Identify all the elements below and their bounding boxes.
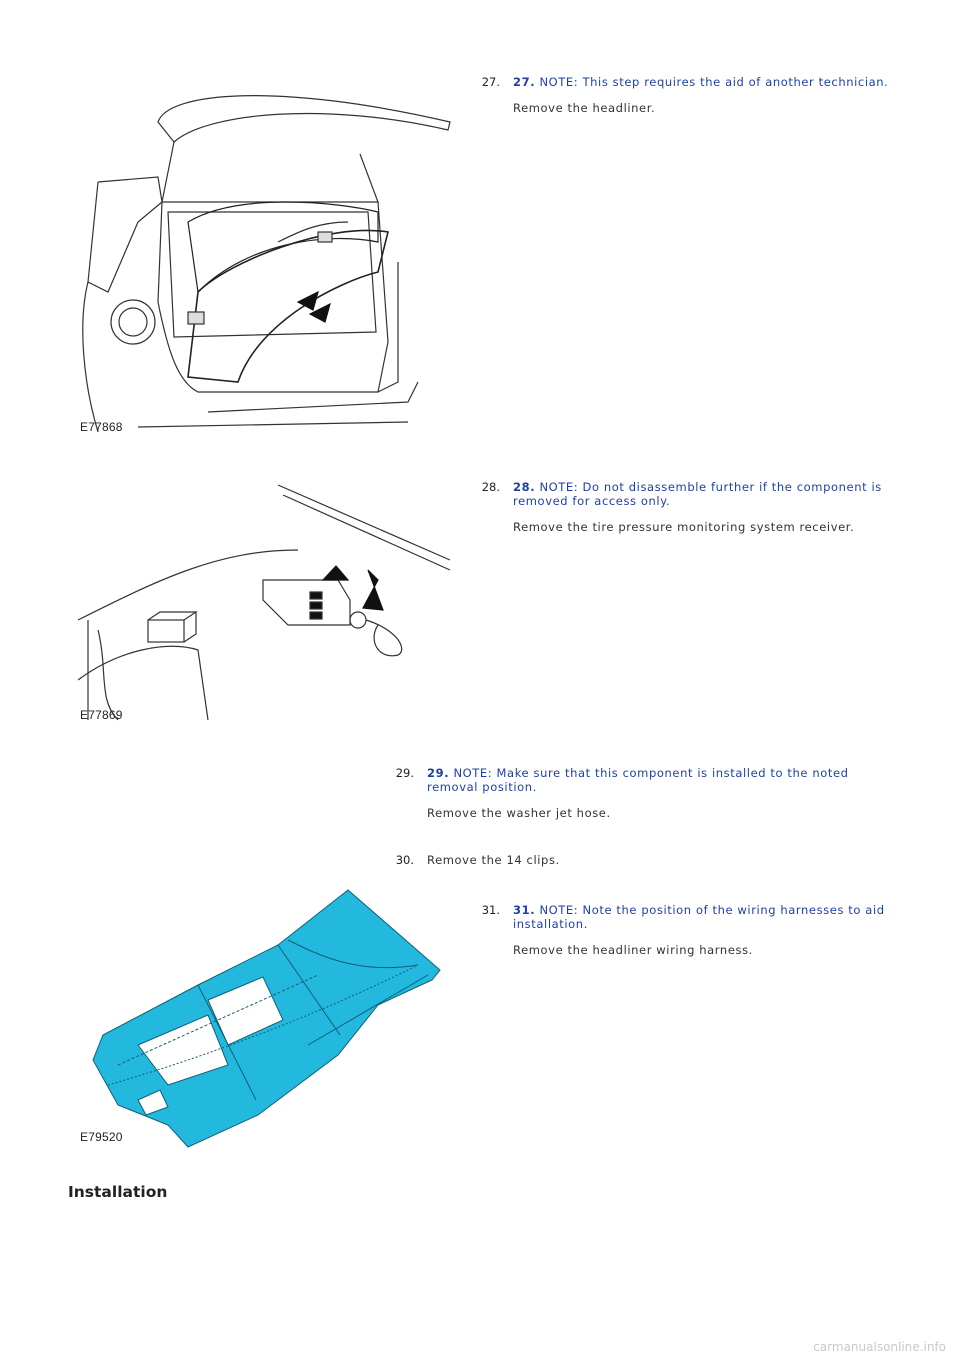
step-action: Remove the washer jet hose.: [427, 806, 611, 820]
step-note: NOTE: Make sure that this component is installed to the noted removal position.: [427, 766, 849, 794]
step-action: Remove the headliner wiring harness.: [513, 943, 753, 957]
figure-e77868: [78, 82, 456, 440]
step-29: [427, 766, 887, 820]
figure-e79520: [78, 885, 456, 1150]
figure-label: E79520: [80, 1130, 123, 1144]
step-action: Remove the 14 clips.: [427, 853, 560, 867]
step-number: 27.: [481, 75, 500, 89]
step-note: NOTE: Note the position of the wiring harnesses to aid installation.: [513, 903, 885, 931]
step-number: 29.: [395, 766, 414, 780]
step-action: Remove the tire pressure monitoring system receiver.: [513, 520, 855, 534]
step-note: NOTE: Do not disassemble further if the component is removed for access only.: [513, 480, 882, 508]
vehicle-tailgate-open-illustration: [78, 82, 456, 440]
step-bold-number: 27.: [513, 75, 536, 89]
figure-label: E77869: [80, 708, 123, 722]
headliner-illustration: [78, 885, 456, 1150]
figure-e77869: [78, 480, 456, 725]
step-action: Remove the headliner.: [513, 101, 656, 115]
step-28: [513, 480, 898, 534]
step-bold-number: 28.: [513, 480, 536, 494]
footer-watermark: carmanualsonline.info: [813, 1340, 946, 1354]
step-number: 28.: [481, 480, 500, 494]
step-bold-number: 31.: [513, 903, 536, 917]
tpms-receiver-illustration: [78, 480, 456, 725]
step-bold-number: 29.: [427, 766, 450, 780]
step-number: 31.: [481, 903, 500, 917]
figure-label: E77868: [80, 420, 123, 434]
step-31: [513, 903, 898, 957]
step-30: [427, 853, 887, 867]
section-title: Installation: [68, 1183, 168, 1201]
step-note: NOTE: This step requires the aid of another technician.: [539, 75, 889, 89]
step-27: [513, 75, 893, 115]
step-number: 30.: [395, 853, 414, 867]
